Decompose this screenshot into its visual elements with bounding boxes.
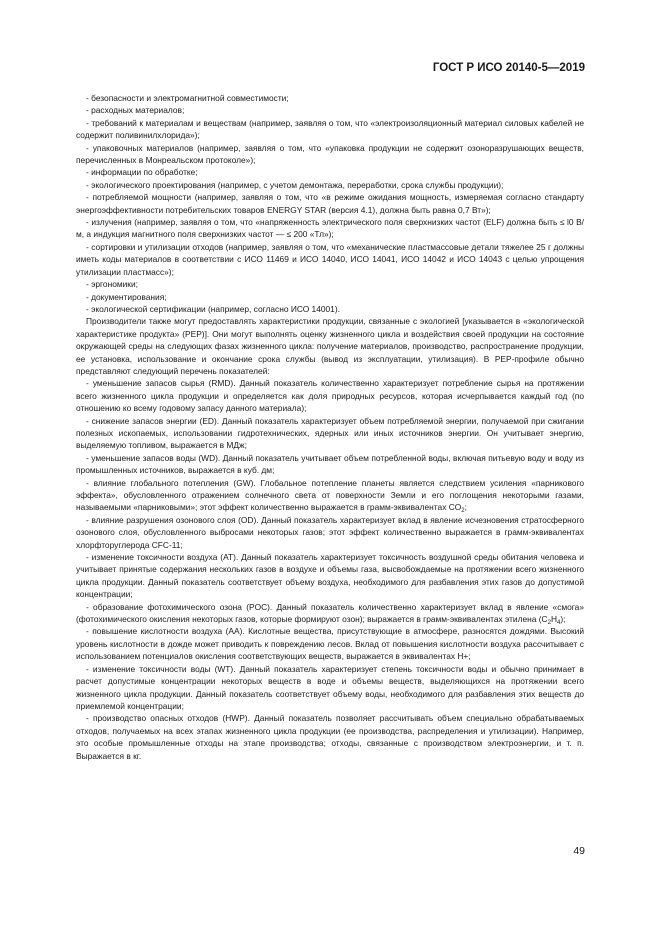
intro-paragraph: Производители также могут предоставлять характеристики продукции, связанные с экологией [указывается в «экологической характеристике продукта» (PEP)]. Они могут выполнять оценку жизненного цикла и воздействия своей продукции на состояние окружающей среды на следующих фазах жизненного цикла: получение материалов, производство, распространение продукции, ее установка, использование и окончание срока службы (вывод из эксплуатации, утилизация). В PEP-профиле обычно представляют следующий перечень показателей:	[76, 316, 584, 376]
list-item: - расходных материалов;	[86, 105, 185, 116]
document-id-header: ГОСТ Р ИСО 20140-5—2019	[432, 62, 585, 74]
document-body	[76, 92, 584, 762]
list-item: - сортировки и утилизации отходов (например, заявляя о том, что «механические пластмассовые детали тяжелее 25 г должны иметь коды материалов в соответствии с ИСО 11469 и ИСО 14040, ИСО 14041, ИСО 14042 и ИСО 14043 с целью упрощения утилизации пластмасс»);	[76, 241, 584, 277]
indicator-item: - производство опасных отходов (HWP). Данный показатель позволяет рассчитывать объем специально обрабатываемых отходов, получаемых на всех этапах жизненного цикла продукции (ее производства, распределения и утилизации). Например, это особые промышленные отходы на этапе производства; отходы, связанные с производством электроэнергии, и т. п. Выражается в кг.	[76, 713, 584, 761]
list-item: - информации по обработке;	[86, 167, 198, 178]
indicator-item: - изменение токсичности воды (WT). Данный показатель характеризует степень токсичности воды и обычно принимает в расчет допустимые концентрации некоторых веществ в воде и объемы веществ, выделяющихся на протяжении всего жизненного цикла продукции. Данный показатель соответствует объему воды, необходимого для разбавления этих веществ до приемлемой концентрации;	[76, 663, 584, 711]
list-item: - потребляемой мощности (например, заявляя о том, что «в режиме ожидания мощность, измеряемая согласно стандарту энергоэффективности потребительских товаров ENERGY STAR (версия 4.1), должна быть равна 0,7 Вт»);	[76, 192, 584, 215]
indicator-item: - уменьшение запасов сырья (RMD). Данный показатель количественно характеризует потребление сырья на протяжении всего жизненного цикла продукции и определяется как доля природных ресурсов, которая исчерпывается каждый год (по отношению ко всему годовому запасу данного материала);	[76, 378, 584, 414]
indicator-text: - влияние глобального потепления (GW). Глобальное потепление планеты является следствием усиления «парникового эффекта», обусловленного отражением солнечного света от поверхности Земли и его поглощения некоторыми газами, называемыми «парниковыми»; этот эффект количественно выражается в грамм-эквивалентах CO	[76, 477, 584, 513]
co2-subscript: 2	[461, 508, 465, 515]
list-item: - требований к материалам и веществам (например, заявляя о том, что «электроизоляционный материал силовых кабелей не содержит поливинилхлорида»);	[76, 117, 584, 141]
indicator-item	[76, 477, 584, 514]
list-item: - экологической сертификации (например, согласно ИСО 14001).	[86, 303, 340, 314]
indicator-item: - уменьшение запасов воды (WD). Данный показатель учитывает объем потребленной воды, включая питьевую воду и воду из промышленных источников, выражается в куб. дм;	[76, 452, 584, 476]
list-item: - экологического проектирования (например, с учетом демонтажа, переработки, срока службы продукции);	[86, 179, 504, 190]
punct: ;	[464, 502, 467, 513]
indicator-item: - снижение запасов энергии (ED). Данный показатель характеризует объем потребляемой энергии, получаемой при сжигании полезных ископаемых, использовании гидротехнических, ядерных или иных источников энергии. Он учитывает энергию, выделяемую топливом, выражается в МДж;	[76, 415, 584, 451]
list-item: - безопасности и электромагнитной совместимости;	[86, 93, 289, 103]
indicator-item: - влияние разрушения озонового слоя (OD). Данный показатель характеризует вклад в явление исчезновения стратосферного озонового слоя, обусловленного выбросами некоторых газов; этот эффект количественно выражается в грамм-эквивалентах хлорфторуглерода CFC-11;	[76, 514, 584, 550]
ethylene-h: H	[550, 614, 557, 625]
ethylene-subscript-1: 2	[547, 620, 551, 627]
list-item: - документирования;	[86, 291, 167, 302]
list-item: - излучения (например, заявляя о том, что «напряженность электрического поля сверхнизких частот (ELF) должна быть ≤ l0 В/м, а индукция магнитного поля сверхнизких частот — ≤ 200 «Тл»);	[76, 217, 584, 240]
page-number: 49	[573, 845, 585, 857]
indicator-text: - образование фотохимического озона (POC). Данный показатель количественно характеризует вклад в явление «смога» (фотохимического окисления некоторых газов, которые формируют озон); выражается в грамм-эквивалентах этилена (C	[76, 601, 584, 625]
punct: );	[560, 614, 566, 625]
ethylene-subscript-2: 4	[557, 620, 561, 627]
list-item: - эргономики;	[86, 279, 138, 290]
list-item: - упаковочных материалов (например, заявляя о том, что «упаковка продукции не содержит озоноразрушающих веществ, перечисленных в Монреальском протоколе»);	[76, 142, 584, 166]
indicator-item	[76, 601, 584, 626]
indicator-item: - изменение токсичности воздуха (AT). Данный показатель характеризует токсичность воздушной среды обитания человека и учитывает принятые содержания нескольких газов в воздухе и объемы газа, высвобождаемые на протяжении всего жизненного цикла продукции. Данный показатель соответствует объему воздуха, необходимого для разбавления этих газов до допустимой концентрации;	[76, 552, 584, 600]
indicator-item: - повышение кислотности воздуха (AA). Кислотные вещества, присутствующие в атмосфере, разносятся дождями. Высокий уровень кислотности в дожде может приводить к повреждению лесов. Вклад от повышения кислотности воздуха рассчитывает с использованием потенциалов окисления соответствующих веществ, выражается в эквивалентах H+;	[76, 626, 584, 662]
